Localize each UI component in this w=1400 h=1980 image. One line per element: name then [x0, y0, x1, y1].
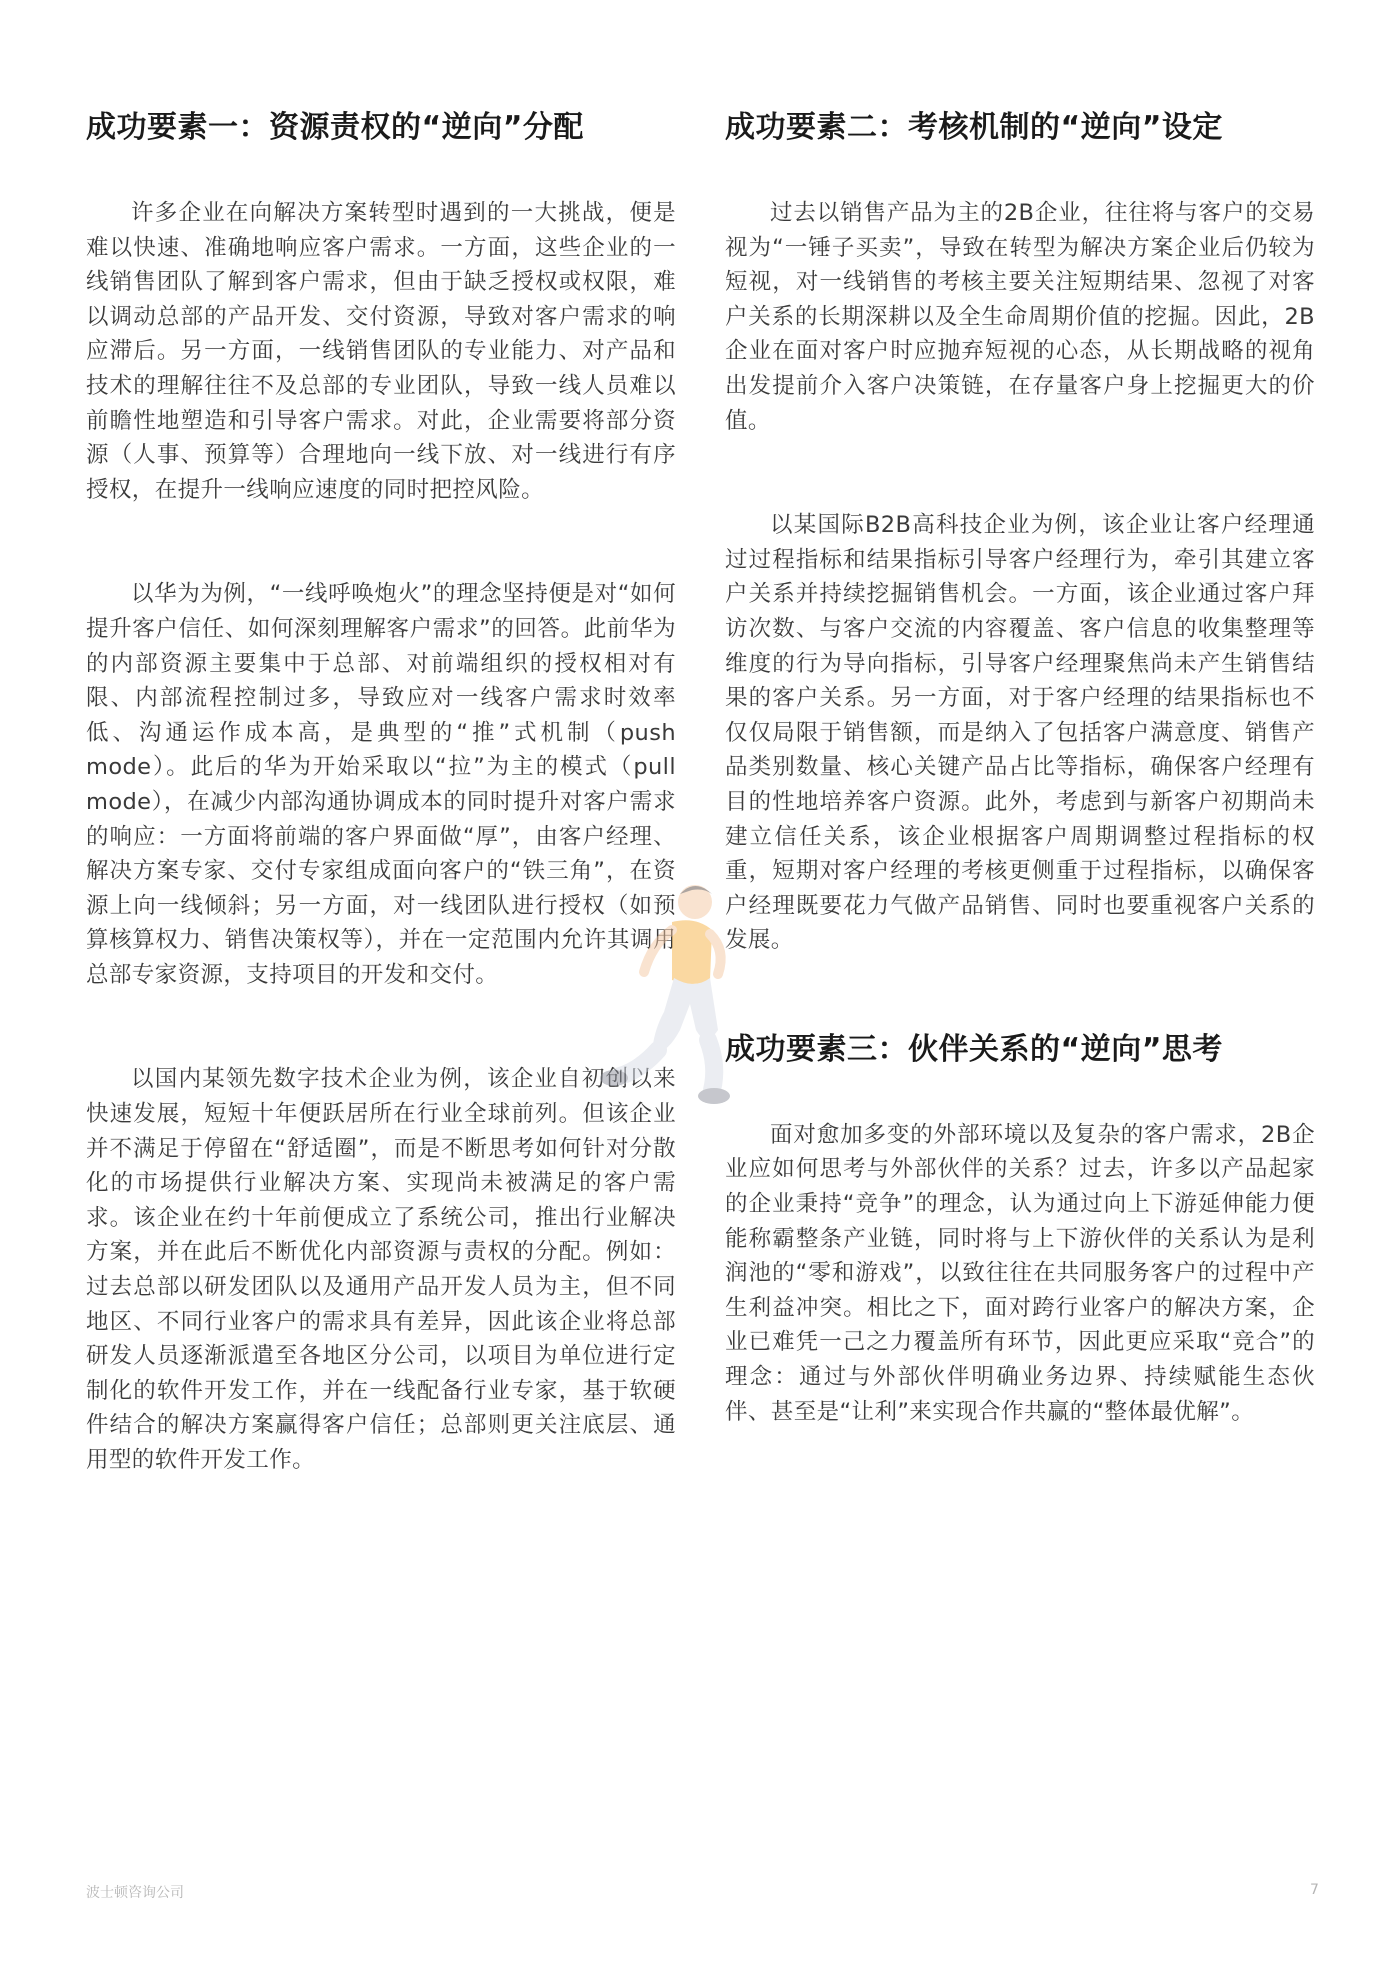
figure-arm [710, 934, 721, 974]
left-column [86, 108, 676, 1548]
figure-arm [644, 930, 672, 972]
figure-leg [708, 1040, 714, 1090]
figure-shoe [600, 1070, 628, 1086]
figure-shirt [672, 920, 712, 984]
paragraph: 过去以销售产品为主的2B企业，往往将与客户的交易视为“一锤子买卖”，导致在转型为解决方案企业后仍较为短视，对一线销售的考核主要关注短期结果、忽视了对客户关系的长期深耕以及全生命周期价值的挖掘。因此，2B企业在面对客户时应抛弃短视的心态，从长期战略的视角出发提前介入客户决策链，在存量客户身上挖掘更大的价值。 [725, 200, 1315, 434]
footer-company: 波士顿咨询公司 [86, 1885, 184, 1901]
paragraph: 以某国际B2B高科技企业为例，该企业让客户经理通过过程指标和结果指标引导客户经理行为，牵引其建立客户关系并持续挖掘销售机会。一方面，该企业通过客户拜访次数、与客户交流的内容覆盖、客户信息的收集整理等维度的行为导向指标，引导客户经理聚焦尚未产生销售结果的客户关系。另一方面，对于客户经理的结果指标也不仅仅局限于销售额，而是纳入了包括客户满意度、销售产品类别数量、核心关键产品占比等指标，确保客户经理有目的性地培养客户资源。此外，考虑到与新客户初期尚未建立信任关系，该企业根据客户周期调整过程指标的权重，短期对客户经理的考核更侧重于过程指标，以确保客户经理既要花力气做产品销售、同时也要重视客户关系的发展。 [725, 512, 1315, 954]
page-number: 7 [1310, 1882, 1319, 1898]
paragraph: 面对愈加多变的外部环境以及复杂的客户需求，2B企业应如何思考与外部伙伴的关系？过去，许多以产品起家的企业秉持“竞争”的理念，认为通过向上下游延伸能力便能称霸整条产业链，同时将与上下游伙伴的关系认为是利润池的“零和游戏”，以致往往在共同服务客户的过程中产生利益冲突。相比之下，面对跨行业客户的解决方案，企业已难凭一己之力覆盖所有环节，因此更应采取“竞合”的理念：通过与外部伙伴明确业务边界、持续赋能生态伙伴、甚至是“让利”来实现合作共赢的“整体最优解”。 [725, 1121, 1315, 1425]
paragraph: 以华为为例，“一线呼唤炮火”的理念坚持便是对“如何提升客户信任、如何深刻理解客户需求”的回答。此前华为的内部资源主要集中于总部、对前端组织的授权相对有限、内部流程控制过多，导致应对一线客户需求时效率低、沟通运作成本高，是典型的“推”式机制（push mode）。此后的华为开始采取以“拉”为主的模式（pull mode），在减少内部沟通协调成本的同时提升对客户需求的响应：一方面将前端的客户界面做“厚”，由客户经理、解决方案专家、交付专家组成面向客户的“铁三角”，在资源上向一线倾斜；另一方面，对一线团队进行授权（如预算核算权力、销售决策权等），并在一定范围内允许其调用总部专家资源，支持项目的开发和交付。 [86, 581, 676, 988]
section-heading-assessment: 成功要素二：考核机制的“逆向”设定 [725, 110, 1223, 145]
paragraph: 许多企业在向解决方案转型时遇到的一大挑战，便是难以快速、准确地响应客户需求。一方面，这些企业的一线销售团队了解到客户需求，但由于缺乏授权或权限，难以调动总部的产品开发、交付资源，导致对客户需求的响应滞后。另一方面，一线销售团队的专业能力、对产品和技术的理解往往不及总部的专业团队，导致一线人员难以前瞻性地塑造和引导客户需求。对此，企业需要将部分资源（人事、预算等）合理地向一线下放、对一线进行有序授权，在提升一线响应速度的同时把控风险。 [86, 200, 676, 503]
figure-shoe [698, 1088, 730, 1104]
paragraph: 以国内某领先数字技术企业为例，该企业自初创以来快速发展，短短十年便跃居所在行业全球前列。但该企业并不满足于停留在“舒适圈”，而是不断思考如何针对分散化的市场提供行业解决方案、实现尚未被满足的客户需求。该企业在约十年前便成立了系统公司，推出行业解决方案，并在此后不断优化内部资源与责权的分配。例如：过去总部以研发团队以及通用产品开发人员为主，但不同地区、不同行业客户的需求具有差异，因此该企业将总部研发人员逐渐派遣至各地区分公司，以项目为单位进行定制化的软件开发工作，并在一线配备行业专家，基于软硬件结合的解决方案赢得客户信任；总部则更关注底层、通用型的软件开发工作。 [86, 1066, 676, 1473]
section-heading-partnership: 成功要素三：伙伴关系的“逆向”思考 [725, 1031, 1223, 1067]
section-heading-resource-allocation: 成功要素一：资源责权的“逆向”分配 [86, 110, 584, 145]
running-figure-watermark [600, 880, 750, 1110]
right-column [725, 108, 1315, 1499]
figure-leg [620, 1050, 658, 1076]
